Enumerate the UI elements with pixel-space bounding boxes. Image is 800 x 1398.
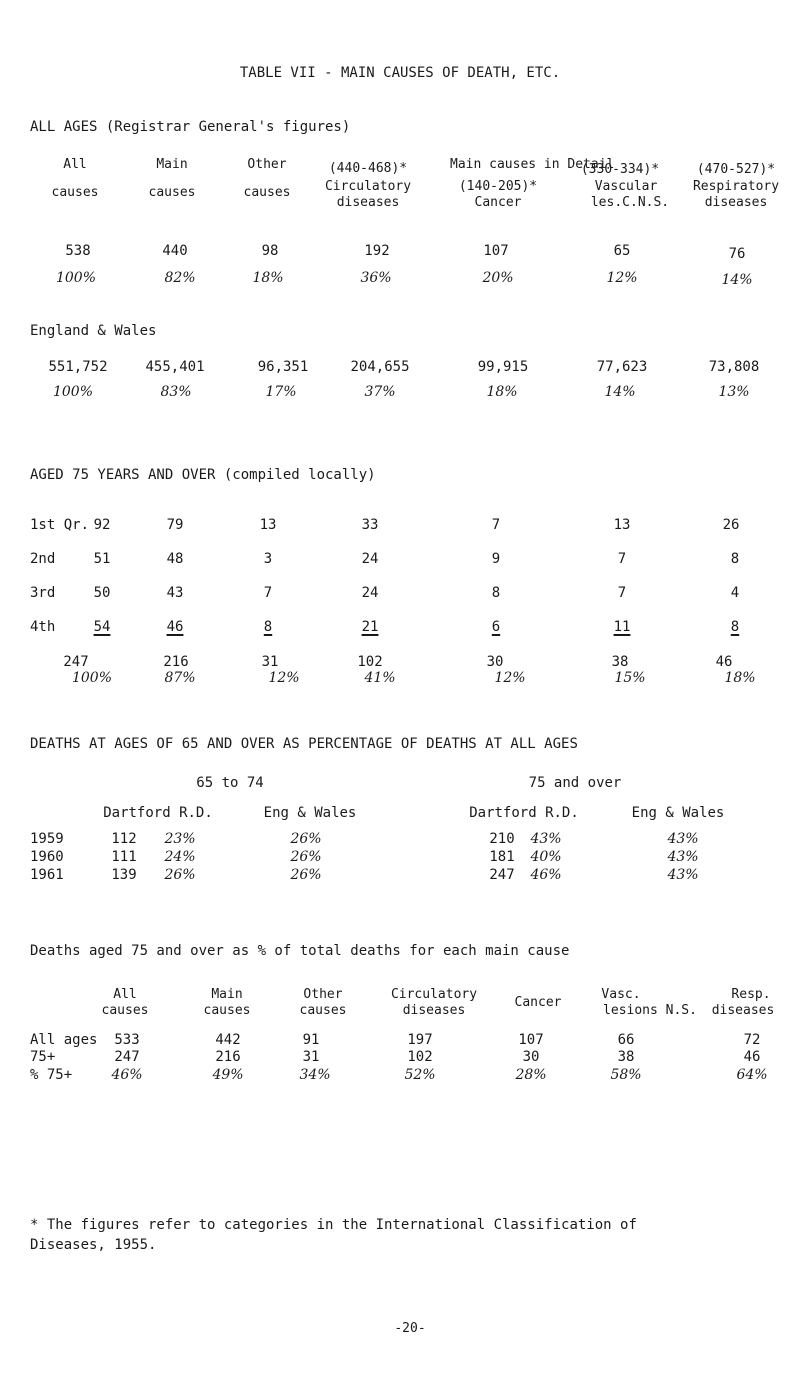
s2-total-pct-resp: 18%: [724, 670, 756, 686]
s3-row-1961-ew2: 43%: [667, 867, 699, 883]
s3-row-1959-d2: 210: [489, 831, 515, 847]
s4-row-75plus-vasc: 38: [617, 1049, 635, 1065]
s1-header-resp-2: diseases: [704, 195, 768, 210]
s3-group-75-over: 75 and over: [528, 775, 622, 791]
s1-header-other-1: Other: [247, 157, 287, 172]
s1-header-resp-1: Respiratory: [692, 179, 780, 194]
s3-row-1960-d2: 181: [489, 849, 515, 865]
s1-ew-pct-circ: 37%: [364, 384, 396, 400]
s2-total-pct-vasc: 15%: [614, 670, 646, 686]
s2-row3-cancer: 8: [491, 585, 501, 601]
s1-local-other: 98: [261, 243, 279, 259]
footnote-line-1: * The figures refer to categories in the International Classification of: [30, 1217, 637, 1233]
s1-ew-pct-resp: 13%: [718, 384, 750, 400]
s1-header-all-2: causes: [51, 185, 99, 200]
s4-header-cancer: Cancer: [514, 995, 562, 1010]
s4-row-all-ages-main: 442: [215, 1032, 241, 1048]
s3-row-1959-d1: 112: [111, 831, 137, 847]
s2-row4-circ: 21: [361, 619, 379, 635]
s2-row4-resp: 8: [730, 619, 740, 635]
s4-row-75plus-circ: 102: [407, 1049, 433, 1065]
s2-total-pct-circ: 41%: [364, 670, 396, 686]
s3-row-1959-d1p: 23%: [164, 831, 196, 847]
s1-local-pct-all: 100%: [55, 270, 97, 286]
s4-row-75plus-main: 216: [215, 1049, 241, 1065]
s4-row-75plus-cancer: 30: [522, 1049, 540, 1065]
s3-sub-ew-1: Eng & Wales: [263, 805, 357, 821]
s4-row-all-ages-resp: 72: [743, 1032, 761, 1048]
s2-row2-circ: 24: [361, 551, 379, 567]
s1-header-main-1: Main: [156, 157, 188, 172]
s4-header-vasc-2: lesions N.S.: [603, 1003, 697, 1018]
s3-row-1959-year: 1959: [30, 831, 64, 847]
s2-total-pct-all: 100%: [71, 670, 113, 686]
s1-local-circ: 192: [364, 243, 390, 259]
s4-row-all-ages-other: 91: [302, 1032, 320, 1048]
s3-row-1959-ew1: 26%: [290, 831, 322, 847]
s4-row-pct75-resp: 64%: [736, 1067, 768, 1083]
s4-header-vasc-1: Vasc.: [601, 987, 641, 1002]
s1-ew-all: 551,752: [48, 359, 108, 375]
s3-row-1960-year: 1960: [30, 849, 64, 865]
s1-ew-vasc: 77,623: [596, 359, 648, 375]
s3-row-1961-d2p: 46%: [530, 867, 562, 883]
s2-total-circ: 102: [357, 654, 383, 670]
s2-row2-other: 3: [263, 551, 273, 567]
s2-row2-cancer: 9: [491, 551, 501, 567]
s2-row4-main: 46: [166, 619, 184, 635]
s1-ew-circ: 204,655: [350, 359, 410, 375]
s1-local-main: 440: [162, 243, 188, 259]
s1-local-pct-circ: 36%: [360, 270, 392, 286]
s2-row1-main: 79: [166, 517, 184, 533]
s4-row-75plus-resp: 46: [743, 1049, 761, 1065]
s2-row2-label: 2nd: [30, 551, 56, 567]
page-number: -20-: [394, 1321, 426, 1336]
s1-header-cancer-1: Cancer: [474, 195, 522, 210]
s2-row3-main: 43: [166, 585, 184, 601]
s1-header-vasc-1: Vascular: [594, 179, 658, 194]
s2-row3-resp: 4: [730, 585, 740, 601]
s4-row-pct75-main: 49%: [212, 1067, 244, 1083]
s1-header-vasc-code: (330-334)*: [580, 162, 660, 177]
s1-header-other-2: causes: [243, 185, 291, 200]
s4-row-all-ages-vasc: 66: [617, 1032, 635, 1048]
s4-row-pct75-circ: 52%: [404, 1067, 436, 1083]
s2-total-pct-main: 87%: [164, 670, 196, 686]
s4-row-all-ages-cancer: 107: [518, 1032, 544, 1048]
s3-row-1960-d2p: 40%: [530, 849, 562, 865]
s2-row3-all: 50: [93, 585, 111, 601]
s2-row1-resp: 26: [722, 517, 740, 533]
s2-row1-vasc: 13: [613, 517, 631, 533]
s3-row-1960-ew1: 26%: [290, 849, 322, 865]
s4-header-resp-2: diseases: [711, 1003, 775, 1018]
s1-header-circ-1: Circulatory: [324, 179, 412, 194]
s1-local-all: 538: [65, 243, 91, 259]
s2-row1-label: 1st Qr.: [30, 517, 90, 533]
section3-heading: DEATHS AT AGES OF 65 AND OVER AS PERCENTAGE OF DEATHS AT ALL AGES: [30, 736, 578, 752]
s3-row-1960-ew2: 43%: [667, 849, 699, 865]
s2-row3-circ: 24: [361, 585, 379, 601]
s1-local-pct-main: 82%: [164, 270, 196, 286]
s3-sub-dartford-1: Dartford R.D.: [103, 805, 213, 821]
section4-heading: Deaths aged 75 and over as % of total deaths for each main cause: [30, 943, 570, 959]
s2-row1-all: 92: [93, 517, 111, 533]
s3-row-1959-ew2: 43%: [667, 831, 699, 847]
page-title: TABLE VII - MAIN CAUSES OF DEATH, ETC.: [239, 65, 561, 81]
s4-row-pct75-label: % 75+: [30, 1067, 73, 1083]
s4-header-all-1: All: [113, 987, 137, 1002]
s3-row-1961-d1: 139: [111, 867, 137, 883]
s1-ew-pct-main: 83%: [160, 384, 192, 400]
s1-local-pct-cancer: 20%: [482, 270, 514, 286]
s4-row-pct75-vasc: 58%: [610, 1067, 642, 1083]
s4-row-all-ages-all: 533: [114, 1032, 140, 1048]
s2-row4-label: 4th: [30, 619, 56, 635]
s1-header-all-1: All: [63, 157, 87, 172]
s1-ew-pct-other: 17%: [265, 384, 297, 400]
s1-ew-cancer: 99,915: [477, 359, 529, 375]
s2-row2-vasc: 7: [617, 551, 627, 567]
s4-header-other-2: causes: [299, 1003, 347, 1018]
s3-row-1961-ew1: 26%: [290, 867, 322, 883]
s4-header-main-1: Main: [211, 987, 243, 1002]
s3-row-1959-d2p: 43%: [530, 831, 562, 847]
s2-row2-resp: 8: [730, 551, 740, 567]
s2-row1-other: 13: [259, 517, 277, 533]
s1-header-main-2: causes: [148, 185, 196, 200]
s3-row-1960-d1p: 24%: [164, 849, 196, 865]
s1-header-circ-code: (440-468)*: [328, 161, 408, 176]
s1-local-pct-resp: 14%: [721, 272, 753, 288]
s2-row1-cancer: 7: [491, 517, 501, 533]
s2-row2-main: 48: [166, 551, 184, 567]
s2-row4-other: 8: [263, 619, 273, 635]
s1-header-vasc-2: les.C.N.S.: [590, 195, 670, 210]
s2-total-resp: 46: [715, 654, 733, 670]
s1-header-circ-2: diseases: [336, 195, 400, 210]
s1-ew-main: 455,401: [145, 359, 205, 375]
s1-ew-pct-vasc: 14%: [604, 384, 636, 400]
s2-row3-label: 3rd: [30, 585, 56, 601]
s1-header-cancer-code: (140-205)*: [458, 179, 538, 194]
s4-header-circ-2: diseases: [402, 1003, 466, 1018]
s4-row-pct75-other: 34%: [299, 1067, 331, 1083]
s2-total-pct-cancer: 12%: [494, 670, 526, 686]
s1-local-pct-vasc: 12%: [606, 270, 638, 286]
s1-header-main-causes-in-detail: Main causes in Detail: [450, 157, 615, 172]
s1-ew-label: England & Wales: [30, 323, 157, 339]
s1-local-vasc: 65: [613, 243, 631, 259]
s2-total-vasc: 38: [611, 654, 629, 670]
s2-total-cancer: 30: [486, 654, 504, 670]
s3-row-1960-d1: 111: [111, 849, 137, 865]
s1-local-cancer: 107: [483, 243, 509, 259]
s3-sub-ew-2: Eng & Wales: [631, 805, 725, 821]
s4-header-main-2: causes: [203, 1003, 251, 1018]
s2-row4-cancer: 6: [491, 619, 501, 635]
s1-ew-pct-all: 100%: [52, 384, 94, 400]
s4-row-75plus-all: 247: [114, 1049, 140, 1065]
s4-header-resp-1: Resp.: [731, 987, 771, 1002]
s4-row-pct75-cancer: 28%: [515, 1067, 547, 1083]
s4-row-all-ages-circ: 197: [407, 1032, 433, 1048]
s2-row1-circ: 33: [361, 517, 379, 533]
s4-row-75plus-other: 31: [302, 1049, 320, 1065]
s1-ew-resp: 73,808: [708, 359, 760, 375]
s1-local-resp: 76: [728, 246, 746, 262]
s2-row3-other: 7: [263, 585, 273, 601]
s1-local-pct-other: 18%: [252, 270, 284, 286]
section1-heading: ALL AGES (Registrar General's figures): [30, 119, 351, 135]
s4-row-75plus-label: 75+: [30, 1049, 56, 1065]
s2-total-main: 216: [163, 654, 189, 670]
s3-group-65-74: 65 to 74: [196, 775, 264, 791]
s3-row-1961-d1p: 26%: [164, 867, 196, 883]
s3-row-1961-year: 1961: [30, 867, 64, 883]
s2-row4-all: 54: [93, 619, 111, 635]
s2-total-pct-other: 12%: [268, 670, 300, 686]
s3-row-1961-d2: 247: [489, 867, 515, 883]
s1-header-resp-code: (470-527)*: [696, 162, 776, 177]
s4-row-all-ages-label: All ages: [30, 1032, 98, 1048]
s3-sub-dartford-2: Dartford R.D.: [469, 805, 579, 821]
s4-header-all-2: causes: [101, 1003, 149, 1018]
s1-ew-pct-cancer: 18%: [486, 384, 518, 400]
s2-row2-all: 51: [93, 551, 111, 567]
s2-row3-vasc: 7: [617, 585, 627, 601]
s2-row4-vasc: 11: [613, 619, 631, 635]
s4-header-other-1: Other: [303, 987, 343, 1002]
s1-ew-other: 96,351: [257, 359, 309, 375]
section2-heading: AGED 75 YEARS AND OVER (compiled locally): [30, 467, 376, 483]
footnote-line-2: Diseases, 1955.: [30, 1237, 157, 1253]
s2-total-all: 247: [63, 654, 89, 670]
s2-total-other: 31: [261, 654, 279, 670]
s4-row-pct75-all: 46%: [111, 1067, 143, 1083]
s4-header-circ-1: Circulatory: [390, 987, 478, 1002]
